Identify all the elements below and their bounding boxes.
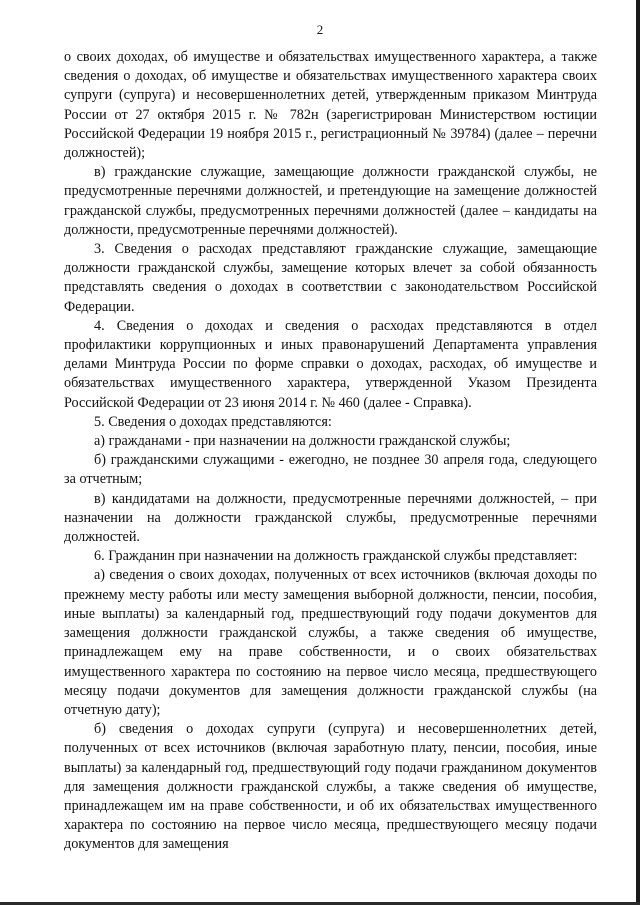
- paragraph-5b: б) гражданскими служащими - ежегодно, не позднее 30 апреля года, следующего за отчетным;: [64, 452, 597, 488]
- paragraph-continuation-lists: о своих доходах, об имуществе и обязательствах имущественного характера, а также сведения о доходах, об имуществе и обязательствах имущественного характера своих супруги (супруга) и несовершеннолетних детей, утвержденным приказом Минтруда России от 27 октября 2015 г. № 782н (зарегистрирован Министерством юстиции Российской Федерации 19 ноября 2015 г., регистрационный № 39784) (далее – перечни должностей);: [64, 49, 597, 162]
- paragraph-3-expenses: 3. Сведения о расходах представляют гражданские служащие, замещающие должности гражданской службы, замещение которых влечет за собой обязанность представлять сведения о доходах в соответствии с законодательством Российской Федерации.: [64, 241, 597, 315]
- paragraph-6b: б) сведения о доходах супруги (супруга) и несовершеннолетних детей, полученных от всех источников (включая заработную плату, пенсии, пособия, иные выплаты) за календарный год, предшествующий году подачи гражданином документов для замещения должности гражданской службы, а также сведения об имуществе, принадлежащем им на праве собственности, и об их обязательствах имущественного характера по состоянию на первое число месяца, предшествующего месяцу подачи документов для замещения: [64, 721, 597, 853]
- scan-edge-shadow: [636, 0, 640, 905]
- document-body: [64, 48, 597, 855]
- paragraph-6-heading: 6. Гражданин при назначении на должность гражданской службы представляет:: [94, 548, 578, 565]
- paragraph-5v: в) кандидатами на должности, предусмотренные перечнями должностей, – при назначении на должности гражданской службы, предусмотренные перечнями должностей.: [64, 490, 597, 546]
- paragraph-5-heading: 5. Сведения о доходах представляются:: [94, 413, 332, 430]
- paragraph-item-v-civil-servants: в) гражданские служащие, замещающие должности гражданской службы, не предусмотренные перечнями должностей, и претендующие на замещение должностей гражданской службы, предусмотренных перечнями должностей (далее – кандидаты на должности, предусмотренные перечнями должностей).: [64, 164, 597, 238]
- page-number: 2: [316, 22, 324, 37]
- paragraph-4-submission: 4. Сведения о доходах и сведения о расходах представляются в отдел профилактики коррупционных и иных правонарушений Департамента управления делами Минтруда России по форме справки о доходах, расходах, об имуществе и обязательствах имущественного характера, утвержденной Указом Президента Российской Федерации от 23 июня 2014 г. № 460 (далее - Справка).: [64, 317, 597, 411]
- paragraph-6a: а) сведения о своих доходах, полученных от всех источников (включая доходы по прежнему месту работы или месту замещения выборной должности, пенсии, пособия, иные выплаты) за календарный год, предшествующий году подачи документов для замещения должности гражданской службы, а также сведения об имуществе, принадлежащем ему на праве собственности, и о своих обязательствах имущественного характера по состоянию на первое число месяца, предшествующего месяцу подачи документов для замещения должности гражданской службы (на отчетную дату);: [64, 567, 597, 718]
- paragraph-5a: а) гражданами - при назначении на должности гражданской службы;: [94, 433, 511, 450]
